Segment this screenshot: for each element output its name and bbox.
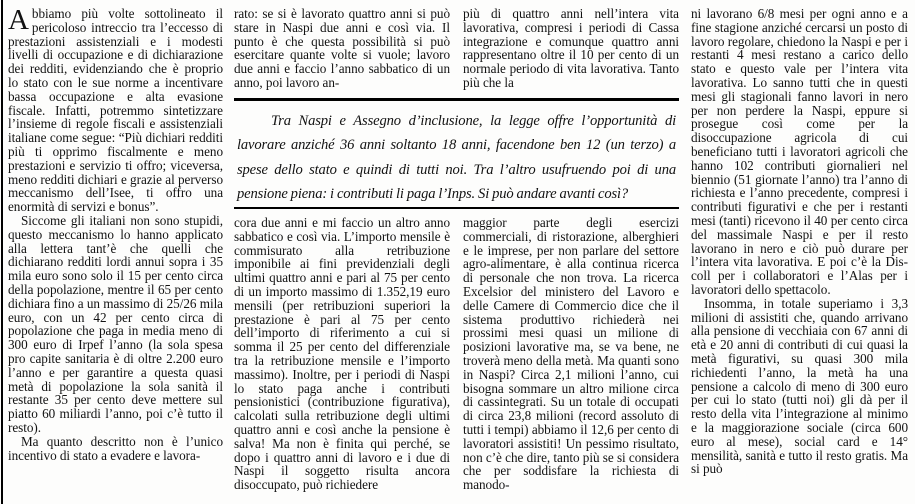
article-column-2-bottom: cora due anni e mi faccio un altro anno sabbatico e così via. L’importo mensile è commisurato alla retribuzione imponibile ai fini previdenziali degli ultimi quattro anni e pari al 75 per cento di un importo massimo di 1.352,19 euro mensili (per retribuzioni superiori la prestazione è pari al 75 per cento dell’importo di riferimento a cui si somma il 25 per cento del differenziale tra la retribuzione mensile e l’importo massimo). Inoltre, per i periodi di Naspi lo stato paga anche i contributi pensionistici (contribuzione figurativa), calcolati sulla retribuzione degli ultimi quattro anni e così anche la pensione è salva! Ma non è finita qui perché, se dopo i quattro anni di lavoro e i due di Naspi il soggetto risulta ancora disoccupato, può richiedere xyxy=(234,216,450,493)
article-column-3-bottom: maggior parte degli esercizi commerciali, di ristorazione, alberghieri e le imprese, per non parlare del settore agro-alimentare, è alla continua ricerca di personale che non trova. La ricerca Excelsior del ministero del Lavoro e delle Camere di Commercio dice che il sistema produttivo richiederà nei prossimi mesi quasi un milione di posizioni lavorative ma, se va bene, ne troverà meno della metà. Ma quanti sono in Naspi? Circa 2,1 milioni l’anno, cui bisogna sommare un altro milione circa di cassintegrati. Su un totale di occupati di circa 23,8 milioni (record assoluto di tutti i tempi) abbiamo il 12,6 per cento di lavoratori assistiti! Un pessimo risultato, non c’è che dire, tanto più se si considera che per soddisfare la richiesta di manodo- xyxy=(463,216,679,493)
left-edge-rule xyxy=(1,0,3,504)
article-column-1 xyxy=(8,7,223,503)
paragraph: Ma quanto descritto non è l’unico incentivo di stato a evadere e lavora- xyxy=(8,433,223,463)
paragraph-lead xyxy=(8,7,223,214)
middle-top-row xyxy=(234,7,679,92)
paragraph: Insomma, in totale superiamo i 3,3 milioni di assistiti che, quando arrivano alla pensione di vecchiaia con 67 anni di età e 20 anni di contributi di cui quasi la metà figurativi, su quasi 300 mila richiedenti l’anno, la metà ha una pensione a calcolo di meno di 300 euro per cui lo stato (tutti noi) gli dà per il resto della vita l’integrazione al minimo e la maggiorazione sociale (circa 600 euro al mese), social card e 14° mensilità, sanità e tutto il resto gratis. Ma si può xyxy=(691,295,908,477)
paragraph: Siccome gli italiani non sono stupidi, questo meccanismo lo hanno applicato alla lettera tant’è che quelli che dichiarano redditi lordi annui sopra i 35 mila euro sono solo il 15 per cento circa della popolazione, mentre il 65 per cento dichiara fino a un massimo di 25/26 mila euro, con un 42 per cento circa di popolazione che paga in media meno di 300 euro di Irpef l’anno (la sola spesa pro capite sanitaria è di oltre 2.200 euro l’anno e per garantire a questa quasi metà di popolazione la sola sanità il restante 35 per cento deve mettere sul piatto 60 miliardi l’anno, poi c’è tutto il resto). xyxy=(8,212,223,435)
drop-cap: A xyxy=(8,7,29,36)
article-column-2-top: rato: se si è lavorato quattro anni si può stare in Naspi due anni e così via. Il punto è che questa possibilità si può esercitare quante volte si vuole; lavoro due anni e faccio l’anno sabbatico di un anno, poi lavoro an- xyxy=(234,7,450,90)
article-column-3-top: più di quattro anni nell’intera vita lavorativa, compresi i periodi di Cassa integrazione e comunque quattro anni rappresentano oltre il 10 per cento di un normale periodo di vita lavorativa. Tanto più che la xyxy=(463,7,679,90)
paragraph-lead-text: bbiamo più volte sottolineato il pericoloso intreccio tra l’eccesso di prestazioni assistenziali e i modesti livelli di occupazione e di dichiarazione dei redditi, evidenziando che è proprio lo stato con le sue norme a incentivare bassa occupazione e alta evasione fiscale. Infatti, potremmo sintetizzare l’insieme di regole fiscali e assistenziali italiane come segue: “Più dichiari redditi più ti opprimo fiscalmente e meno prestazioni e servizio ti offro; viceversa, meno redditi dichiari e grazie al perverso meccanismo dell’Isee, ti offro una enormità di servizi e bonus”. xyxy=(8,7,223,215)
article-column-4 xyxy=(691,7,908,503)
middle-bottom-row xyxy=(234,216,679,504)
paragraph: ni lavorano 6/8 mesi per ogni anno e a fine stagione anziché cercarsi un posto di lavoro regolare, chiedono la Naspi e per i restanti 4 mesi restano a carico dello stato e questo vale per l’intera vita lavorativa. Lo sanno tutti che in questi mesi gli stagionali fanno lavori in nero per non perdere la Naspi, eppure si prosegue così come per la disoccupazione agricola di cui beneficiano tutti i lavoratori agricoli che hanno 102 contributi giornalieri nel biennio (51 giornate l’anno) tra l’anno di richiesta e l’anno precedente, compresi i contributi figurativi e che per i restanti mesi (tanti) ricevono il 40 per cento circa del massimale Naspi e per il resto lavorano in nero e ciò può durare per l’intera vita lavorativa. E poi c’è la Dis-coll per i collaboratori e l’Alas per i lavoratori dello spettacolo. xyxy=(691,7,908,297)
pull-quote xyxy=(234,98,679,209)
pull-quote-text: Tra Naspi e Assegno d’inclusione, la legge offre l’opportunità di lavorare anziché 36 anni soltanto 18 anni, facendone ben 12 (un terzo) a spese dello stato e quindi di tutti noi. Tra l’altro usufruendo poi di una pensione piena: i contributi li paga l’Inps. Si può andare avanti così? xyxy=(237,113,676,203)
article-middle-section xyxy=(234,7,679,503)
